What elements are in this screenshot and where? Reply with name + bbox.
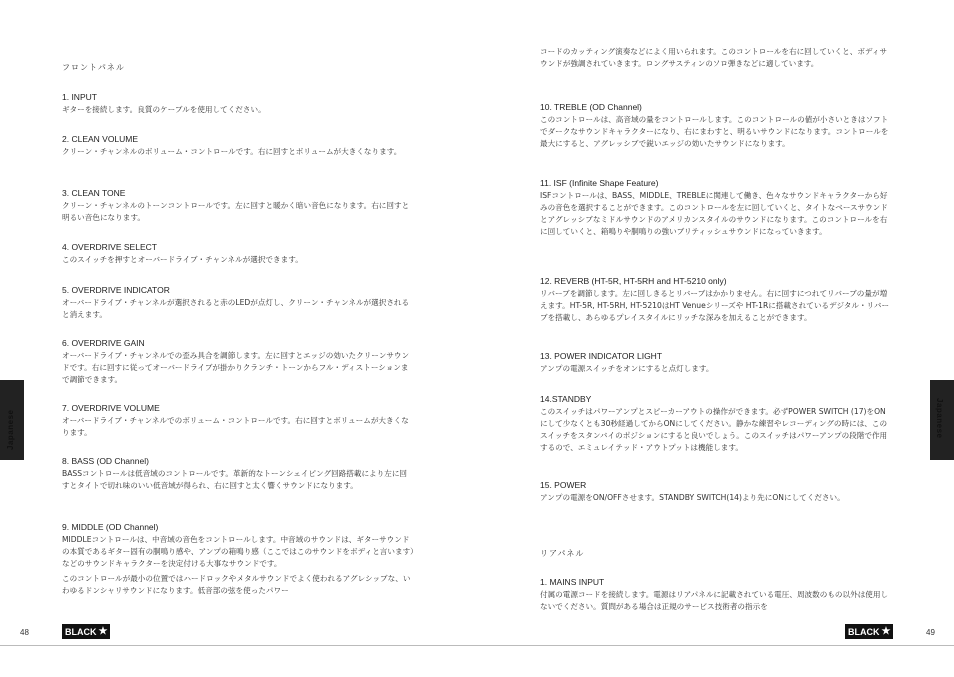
item-text: オーバードライブ・チャンネルが選択されると赤のLEDが点灯し、クリーン・チャンネルが選択されると消えます。: [62, 298, 410, 319]
star-icon: ★: [881, 626, 891, 637]
item-heading: 6. OVERDRIVE GAIN: [62, 338, 145, 348]
item-overdrive-select: [62, 242, 414, 266]
item-standby: [540, 394, 892, 454]
item-power-indicator: [540, 351, 892, 375]
item-text: このスイッチはパワーアンプとスピーカーアウトの操作ができます。必ずPOWER SWITCH (17)をONにして少なくとも30秒経過してからONにしてください。静かな練習やレコーディングの時には、このスイッチをスタンバイのポジションにすると良いでしょう。このスイッチはパワーアンプの段階で作用するので、エミュレイテッド・アウトプットは機能します。: [540, 407, 888, 452]
continued-text: コードのカッティング演奏などによく用いられます。このコントロールを右に回していくと、ボディサウンドが強調されていきます。ロングサスティンのソロ弾きなどに適しています。: [540, 47, 888, 68]
item-heading: 8. BASS (OD Channel): [62, 456, 149, 466]
rear-panel-title: リアパネル: [540, 549, 585, 558]
item-text: アンプの電源スイッチをオンにすると点灯します。: [540, 364, 714, 373]
black-star-logo-left: [62, 624, 110, 639]
item-heading: 14.STANDBY: [540, 394, 592, 404]
page-number-right: 49: [926, 628, 935, 637]
item-text: リバーブを調節します。左に回しきるとリバーブはかかりません。右に回すにつれてリバーブの量が増えます。HT-5R, HT-5RH, HT-5210はHT Venueシリーズや HT-1Rに搭載されているデジタル・リバーブを搭載し、あらゆるプレイスタイルにリッチな深みを加えることができます。: [540, 289, 890, 322]
footer-rule-right: [477, 645, 954, 646]
item-heading: 2. CLEAN VOLUME: [62, 134, 139, 144]
item-heading: 13. POWER INDICATOR LIGHT: [540, 351, 663, 361]
item-input: [62, 92, 414, 116]
item-heading: 11. ISF (Infinite Shape Feature): [540, 178, 659, 188]
item-text: オーバードライブ・チャンネルでの歪み具合を調節します。左に回すとエッジの効いたクリーンサウンドです。右に回すに従ってオーバードライブが掛かりクランチ・トーンからフル・ディストーションまで調節できます。: [62, 351, 410, 384]
page-number-left: 48: [20, 628, 29, 637]
item-overdrive-indicator: [62, 285, 414, 321]
item-heading: 4. OVERDRIVE SELECT: [62, 242, 157, 252]
item-text: 付属の電源コードを接続します。電源はリアパネルに記載されている電圧、周波数のもの以外は使用しないでください。質問がある場合は正規のサービス技術者の指示を: [540, 590, 889, 611]
item-middle: [62, 522, 414, 597]
item-overdrive-volume: [62, 403, 414, 439]
item-text: ISFコントロールは、BASS、MIDDLE、TREBLEに関連して働き、色々なサウンドキャラクターから好みの音色を選択することができます。このコントロールを左に回していくと、タイトなベースサウンドとアグレッシブなミドルサウンドのアメリカンスタイルのサウンドになります。このコントロールを右に回していくと、箱鳴りや胴鳴りの強いブリティッシュサウンドになっていきます。: [540, 191, 888, 236]
item-heading: 15. POWER: [540, 480, 587, 490]
item-mains-input: [540, 577, 892, 613]
item-text: このスイッチを押すとオーバードライブ・チャンネルが選択できます。: [62, 255, 303, 264]
logo-text: BLACK: [65, 626, 97, 637]
item-treble: [540, 102, 892, 150]
star-icon: ★: [98, 626, 108, 637]
item-text: BASSコントロールは低音域のコントロールです。革新的なトーンシェイピング回路搭載により左に回すとタイトで切れ味のいい低音域が得られ、右に回すと太く響くサウンドになります。: [62, 469, 408, 490]
middle-continued: [540, 44, 892, 70]
item-isf: [540, 178, 892, 238]
item-text: アンプの電源をON/OFFさせます。STANDBY SWITCH(14)より先にONにしてください。: [540, 493, 845, 502]
front-panel-title: フロントパネル: [62, 63, 125, 72]
item-heading: 1. INPUT: [62, 92, 97, 102]
item-heading: 3. CLEAN TONE: [62, 188, 126, 198]
item-heading: 1. MAINS INPUT: [540, 577, 605, 587]
item-text-continued: このコントロールが最小の位置ではハードロックやメタルサウンドでよく使われるアグレシッブな、いわゆるドンシャリサウンドになります。低音部の弦を使ったパワー: [62, 574, 411, 595]
item-text: クリーン・チャンネルのトーンコントロールです。左に回すと暖かく暗い音色になります。右に回すと明るい音色になります。: [62, 201, 410, 222]
right-tab-label: Japanese: [935, 398, 944, 439]
item-power: [540, 480, 892, 504]
item-text: このコントロールは、高音域の量をコントロールします。このコントロールの値が小さいときはソフトでダークなサウンドキャラクターになり、右にまわすと、明るいサウンドになります。コントロールを最大にすると、アグレッシブで鋭いエッジの効いたサウンドになります。: [540, 115, 889, 148]
item-heading: 10. TREBLE (OD Channel): [540, 102, 642, 112]
item-text: ギターを接続します。良質のケーブルを使用してください。: [62, 105, 266, 114]
logo-text: BLACK: [848, 626, 880, 637]
item-overdrive-gain: [62, 338, 414, 386]
item-text: MIDDLEコントロールは、中音域の音色をコントロールします。中音域のサウンドは、ギターサウンドの本質であるギター固有の胴鳴り感や、アンプの箱鳴り感（ここではこのサウンドをボディと言います）などのサウンドキャラクターを決定付ける大事なサウンドです。: [62, 535, 414, 568]
item-clean-volume: [62, 134, 414, 158]
item-clean-tone: [62, 188, 414, 224]
item-heading: 9. MIDDLE (OD Channel): [62, 522, 159, 532]
item-heading: 12. REVERB (HT-5R, HT-5RH and HT-5210 only): [540, 276, 727, 286]
item-text: クリーン・チャンネルのボリューム・コントロールです。右に回すとボリュームが大きくなります。: [62, 147, 402, 156]
black-star-logo-right: [845, 624, 893, 639]
item-text: オーバードライブ・チャンネルでのボリューム・コントロールです。右に回すとボリュームが大きくなります。: [62, 416, 409, 437]
footer-rule-left: [0, 645, 477, 646]
item-heading: 5. OVERDRIVE INDICATOR: [62, 285, 170, 295]
item-bass: [62, 456, 414, 492]
item-reverb: [540, 276, 892, 324]
left-tab-label: Japanese: [6, 409, 15, 450]
item-heading: 7. OVERDRIVE VOLUME: [62, 403, 160, 413]
